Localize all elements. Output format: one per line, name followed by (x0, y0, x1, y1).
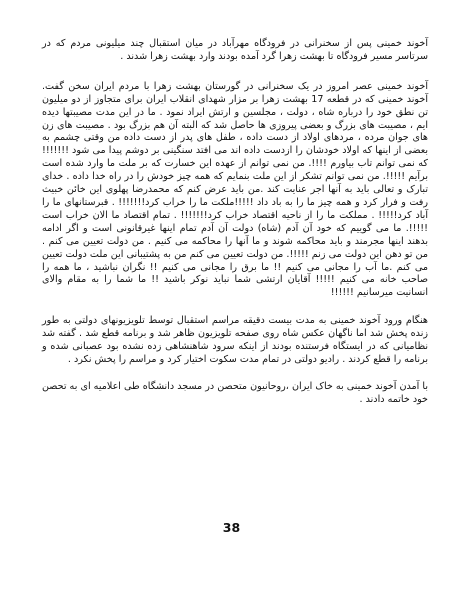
paragraph-text: هنگام ورود آخوند خمینی به مدت بیست دقیقه مراسم استقبال توسط تلویزیونهای دولتی به طور زنده پخش شد اما ناگهان عکس شاه روی صفحه تلویزیون ظاهر شد و برنامه قطع شد . گفته شد نظامیانی که در ایستگاه فرستنده بودند از اینکه سرود شاهنشاهی زده نشده بود عصبانی شده و برنامه را قطع کردند . رادیو دولتی در تمام مدت سکوت اختیار کرد و مراسم را پخش نکرد . (42, 315, 428, 365)
paragraph-speech (42, 81, 428, 300)
page-number: 38 (222, 520, 241, 535)
paragraph-television (42, 315, 428, 367)
paragraph-text: با آمدن آخوند خمینی به خاک ایران ،روحانیون متحصن در مسجد دانشگاه طی اعلامیه ای به تحصن خود خاتمه دادند . (42, 380, 428, 405)
paragraph-text: آخوند خمینی عصر امروز در یک سخنرانی در گورستان بهشت زهرا با مردم ایران سخن گفت. آخوند خمینی که در قطعه 17 بهشت زهرا بر مزار شهدای انقلاب ایران برای متجاوز از دو میلیون تن نطق خود را درباره شاه ، دولت ، مجلسین و ارتش ایراد نمود . ما در این مدت مصیبتها دیده ایم ، مصیبت های بزرگ و بعضی پیروزی ها حاصل شد که البته آن هم بزرگ بود . مصیبت های زن های جوان مرده ، مردهای اولاد از دست داده ، طفل های پدر از دست داده من وقتی چشمم به بعضی از اینها که اولاد خودشان را ازدست داده اند می افتد سنگینی بر دوشم پیدا می شود !!!!!!! که نمی توانم تاب بیاورم !!!!. من نمی توانم از عهده این خسارت که بر ملت ما وارد شده است برآیم !!!!!. من نمی توانم تشکر از این ملت بنمایم که همه چیز خودش را در راه خدا داده . خدای تبارک و تعالی باید به آنها اجر عنایت کند .من باید عرض کنم که محمدرضا پهلوی این خائن خبیث رفت و فرار کرد و همه چیز ما را به باد داد !!!!!ملکت ما را خراب کرد!!!!!!! . قبرستانهای ما را آباد کرد!!!!! . مملکت ما را از ناحیه اقتصاد خراب کرد!!!!!!! . تمام اقتصاد ما الان خراب است !!!!!. ما می گوییم که خود آن آدم (شاه) دولت آن آدم تمام اینها غیرقانونی است و اگر ادامه بدهند اینها مجرمند و باید محاکمه شوند و ما آنها را محاکمه می کنیم . من دولت تعیین می کنم . من تو دهن این دولت می زنم !!!!!. من دولت تعیین می کنم من به پشتیبانی این ملت دولت تعیین می کنم .ما آب را مجانی می کنیم !! ما برق را مجانی می کنیم !! نگران نباشید ، ما همه را صاحب خانه می کنیم !!!!! آقایان ارتشی شما نباید نوکر باشید !! ما شما را به مقام والای انسانیت میرسانیم !!!!!! (42, 80, 428, 299)
page-body (42, 38, 428, 417)
paragraph-text: آخوند خمینی پس از سخنرانی در فرودگاه مهرآباد در میان استقبال چند میلیونی مردم که در سرتاسر مسیر فرودگاه تا بهشت زهرا گرد آمده بودند وارد بهشت زهرا شدند . (42, 38, 428, 62)
paragraph-arrival (42, 38, 428, 64)
paragraph-clerics (42, 381, 428, 407)
